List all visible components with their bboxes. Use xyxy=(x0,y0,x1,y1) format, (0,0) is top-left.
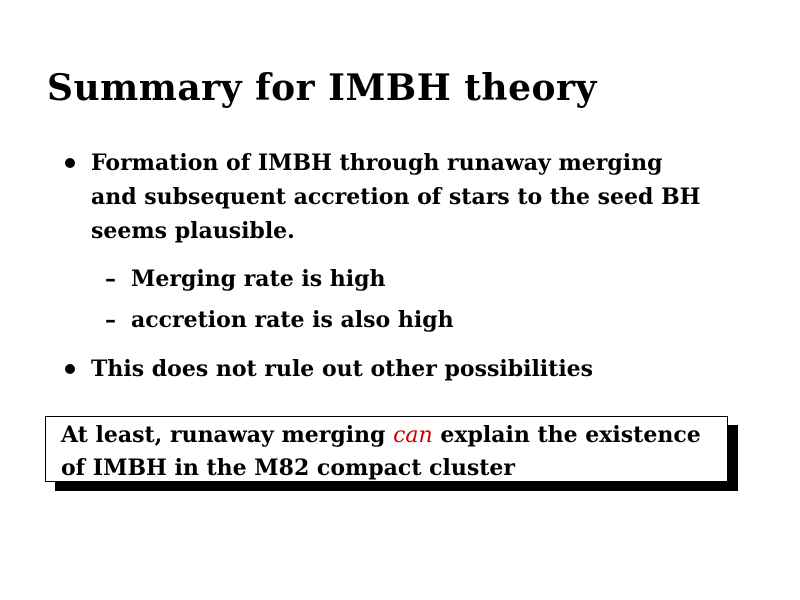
bullet-dot-icon xyxy=(65,364,75,374)
sub-item-text: accretion rate is also high xyxy=(131,307,454,333)
dash-icon: – xyxy=(105,307,116,333)
sub-item-text: Merging rate is high xyxy=(131,266,386,292)
slide-title: Summary for IMBH theory xyxy=(47,67,597,109)
bullet-text: This does not rule out other possibilities xyxy=(91,356,594,382)
bullet-item-formation xyxy=(91,146,751,248)
callout-text: of IMBH in the M82 compact cluster xyxy=(61,455,516,481)
callout-emphasis: can xyxy=(393,423,433,448)
callout-text: At least, runaway merging xyxy=(61,422,394,448)
callout-text: explain the existence xyxy=(432,422,701,448)
dash-icon: – xyxy=(105,266,116,292)
bullet-text-line: and subsequent accretion of stars to the seed BH xyxy=(91,184,701,210)
bullet-text-line: Formation of IMBH through runaway merging xyxy=(91,150,663,176)
sub-item-accretion-rate xyxy=(105,303,454,337)
callout-box xyxy=(45,416,728,482)
sub-item-merging-rate xyxy=(105,262,386,296)
bullet-text-line: seems plausible. xyxy=(91,218,295,244)
bullet-item-possibilities xyxy=(91,352,751,386)
bullet-dot-icon xyxy=(65,158,75,168)
